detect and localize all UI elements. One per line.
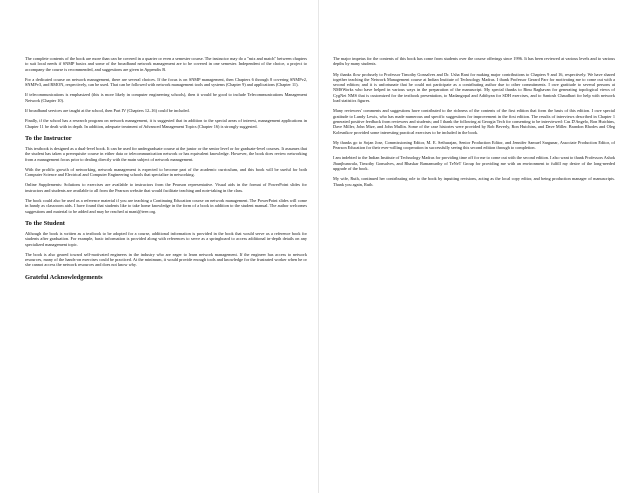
body-paragraph: If telecommunications is emphasized (this is more likely in computer engineering schools), then it would be good to include Telecommunications Management Network (Chapter 10). [25,92,307,103]
page-gutter [318,0,319,493]
body-paragraph: The complete contents of the book are more than can be covered in a quarter or even a semester course. The instructor may do a "mix and match" between chapters to suit local needs if SNMP basics and some of the broadband network management are to be covered in one semester. Independent of the choice, a project to accompany the course is recommended, and suggestions are given in Appendix B. [25,56,307,72]
body-paragraph: With the prolific growth of networking, network management is expected to become part of the academic curriculum, and this book will be useful for both Computer Science and Electrical and Computer Engineering schools that specialize in networking. [25,166,307,178]
body-paragraph: Many reviewers' comments and suggestions have contributed to the richness of the contents of the first edition that form the basis of this edition. I owe special gratitude to Lundy Lewis, who has made numerous and specific suggestions for improvement in the first edition. The results of interviews described in Chapter 1 generated positive feedback from reviewers and students; and I thank the following at Georgia Tech for consenting to be interviewed: Cas D'Angelo, Ron Hutchins, Dave Miller, John Mize, and John Mullin. Some of the case histories were provided by Rob Beverly, Ron Hutchins, and Dave Miller. Brandon Rhodes and Oleg Kolesnikov provided some interesting practical exercises to be included in the book. [333,108,615,135]
body-paragraph: I am indebted to the Indian Institute of Technology Madras for providing time off for me to come out with the second edition. I also want to thank Professors Ashok Jhunjhunwala, Timothy Gonsalves, and Bhaskar Ramamurthy of TeNeT Group for providing me with an environment to fulfill my desire of the long-needed upgrade of the book. [333,155,615,172]
left-page-text [25,56,307,285]
body-paragraph: This textbook is designed as a dual-level book. It can be used for undergraduate course at the junior or the senior level or for graduate-level courses. It assumes that the student has taken a prerequisite course in either data or telecommunication network or has equivalent knowledge. However, the book does review networking from a management focus prior to dealing directly with the main subject of network management. [25,145,307,162]
body-paragraph: If broadband services are taught at the school, then Part IV (Chapters 12–16) could be included. [25,108,190,114]
body-paragraph: The book could also be used as a reference material if you are teaching a Continuing Education course on network management. The PowerPoint slides will come in handy as classroom aids. I have found that students like to take home knowledge in the form of a book in addition to the student manual. The author welcomes suggestions and material to be added and may be reached at mani@ieee.org. [25,198,307,214]
body-paragraph: My thanks go to Sojan Jose, Commissioning Editor, M. E. Sethurajan, Senior Production Editor, and Jennifer Samuel Sargunar, Associate Production Editor, of Pearson Education for their ever-willing cooperation in successfully seeing this second edition through to completion. [333,139,615,151]
body-paragraph: Online Supplements: Solutions to exercises are available to instructors from the Pearson representative. Visual aids in the format of PowerPoint slides for instructors and students are available to all from the Pearson website that would facilitate teaching and note-taking in the class. [25,182,307,193]
section-heading-acknowledgements: Grateful Acknowledgements [25,273,103,281]
section-heading-student: To the Student [25,219,65,227]
right-page-text [333,56,615,192]
section-heading-instructor: To the Instructor [25,134,72,142]
body-paragraph: For a dedicated course on network management, there are several choices. If the focus is on SNMP management, then Chapters 6 through 8 covering SNMPv2, SNMPv3, and RMON, respectively, can be used. That can be followed with network management tools and systems (Chapter 9) and applications (Chapter 11). [25,76,307,88]
body-paragraph: Finally, if the school has a research program on network management, it is suggested that in addition to the special areas of interest, management applications in Chapter 11 be dealt with in depth. In addition, adequate treatment of Advanced Management Topics (Chapter 16) is strongly suggested. [25,118,307,129]
right-page [323,0,623,493]
body-paragraph: Although the book is written as a textbook to be adopted for a course, additional information is provided in the book that would serve as a reference book for students after graduation. For example, basic information is provided along with references to serve as a springboard to access additional in-depth details on any specialized management topic. [25,230,307,247]
body-paragraph: The major impetus for the contents of this book has come from students over the course offerings since 1996. It has been reviewed at various levels and to various depths by many students. [333,56,615,67]
left-page [15,0,315,493]
body-paragraph: My wife, Ruth, continued her contributing role to the book by inputting revisions, acting as the local copy editor, and being production manager of manuscripts. Thank you again, Ruth. [333,176,615,187]
body-paragraph: My thanks flow profusely to Professor Timothy Gonsalves and Dr. Usha Rani for making major contributions to Chapters 9 and 16, respectively. We have shared together teaching the Network Management course at Indian Institute of Technology Madras. I thank Professor Gerard Parr for motivating me to come out with a second edition; and it is unfortunate that he could not participate as a contributing author due to other commitments. I owe gratitude to several persons at NMSWorks who have helped in various ways in the preparation of the manuscript. My special thanks to Binu Raghavan for generating topological views of CygNet NMS that is customized for the textbook presentation, to Madangopal and Adithyan for SDH exercises, and to Santosh Chaudhari for help with network load statistics figures. [333,71,615,104]
body-paragraph: The book is also geared toward self-motivated engineers in the industry who are eager to learn network management. If the engineer has access to network resources, many of the hands-on exercises could be practiced. At the minimum, it would provide enough tools and knowledge for the frustrated worker when he or she cannot access the network resources and does not know why. [25,251,307,268]
